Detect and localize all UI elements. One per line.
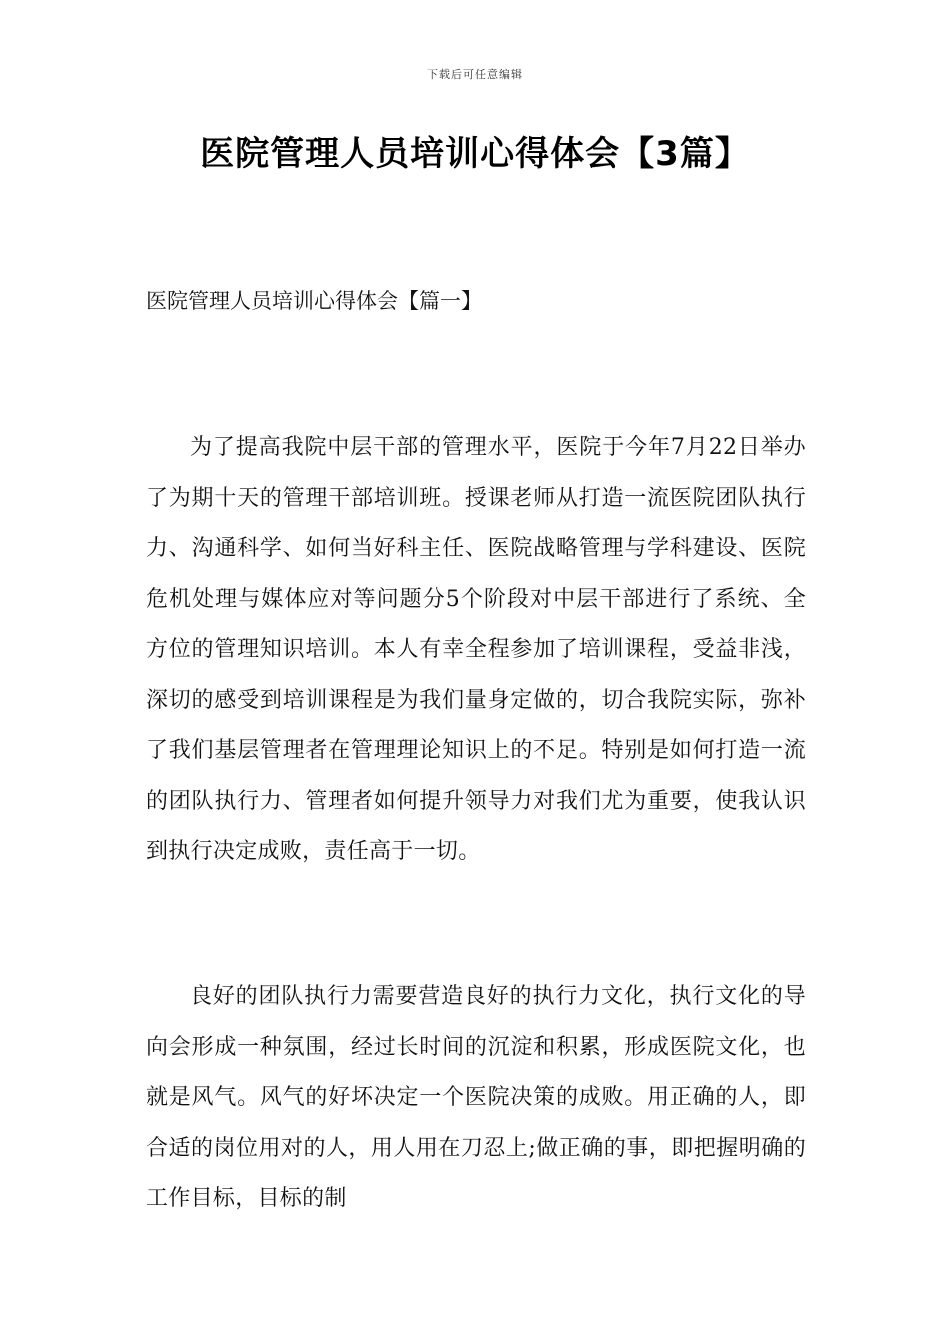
section-title: 医院管理人员培训心得体会【篇一】: [146, 289, 482, 313]
body-paragraph-1: 为了提高我院中层干部的管理水平，医院于今年7月22日举办了为期十天的管理干部培训班。授课老师从打造一流医院团队执行力、沟通科学、如何当好科主任、医院战略管理与学科建设、医院危机处理与媒体应对等问题分5个阶段对中层干部进行了系统、全方位的管理知识培训。本人有幸全程参加了培训课程，受益非浅，深切的感受到培训课程是为我们量身定做的，切合我院实际，弥补了我们基层管理者在管理理论知识上的不足。特别是如何打造一流的团队执行力、管理者如何提升领导力对我们尤为重要，使我认识到执行决定成败，责任高于一切。: [146, 435, 806, 864]
body-paragraph-2: 良好的团队执行力需要营造良好的执行力文化，执行文化的导向会形成一种氛围，经过长时间的沉淀和积累，形成医院文化，也就是风气。风气的好坏决定一个医院决策的成败。用正确的人，即合适的岗位用对的人，用人用在刀忍上;做正确的事，即把握明确的工作目标，目标的制: [146, 984, 806, 1211]
header-note: 下载后可任意编辑: [427, 68, 523, 81]
document-title: 医院管理人员培训心得体会【3篇】: [200, 134, 750, 174]
